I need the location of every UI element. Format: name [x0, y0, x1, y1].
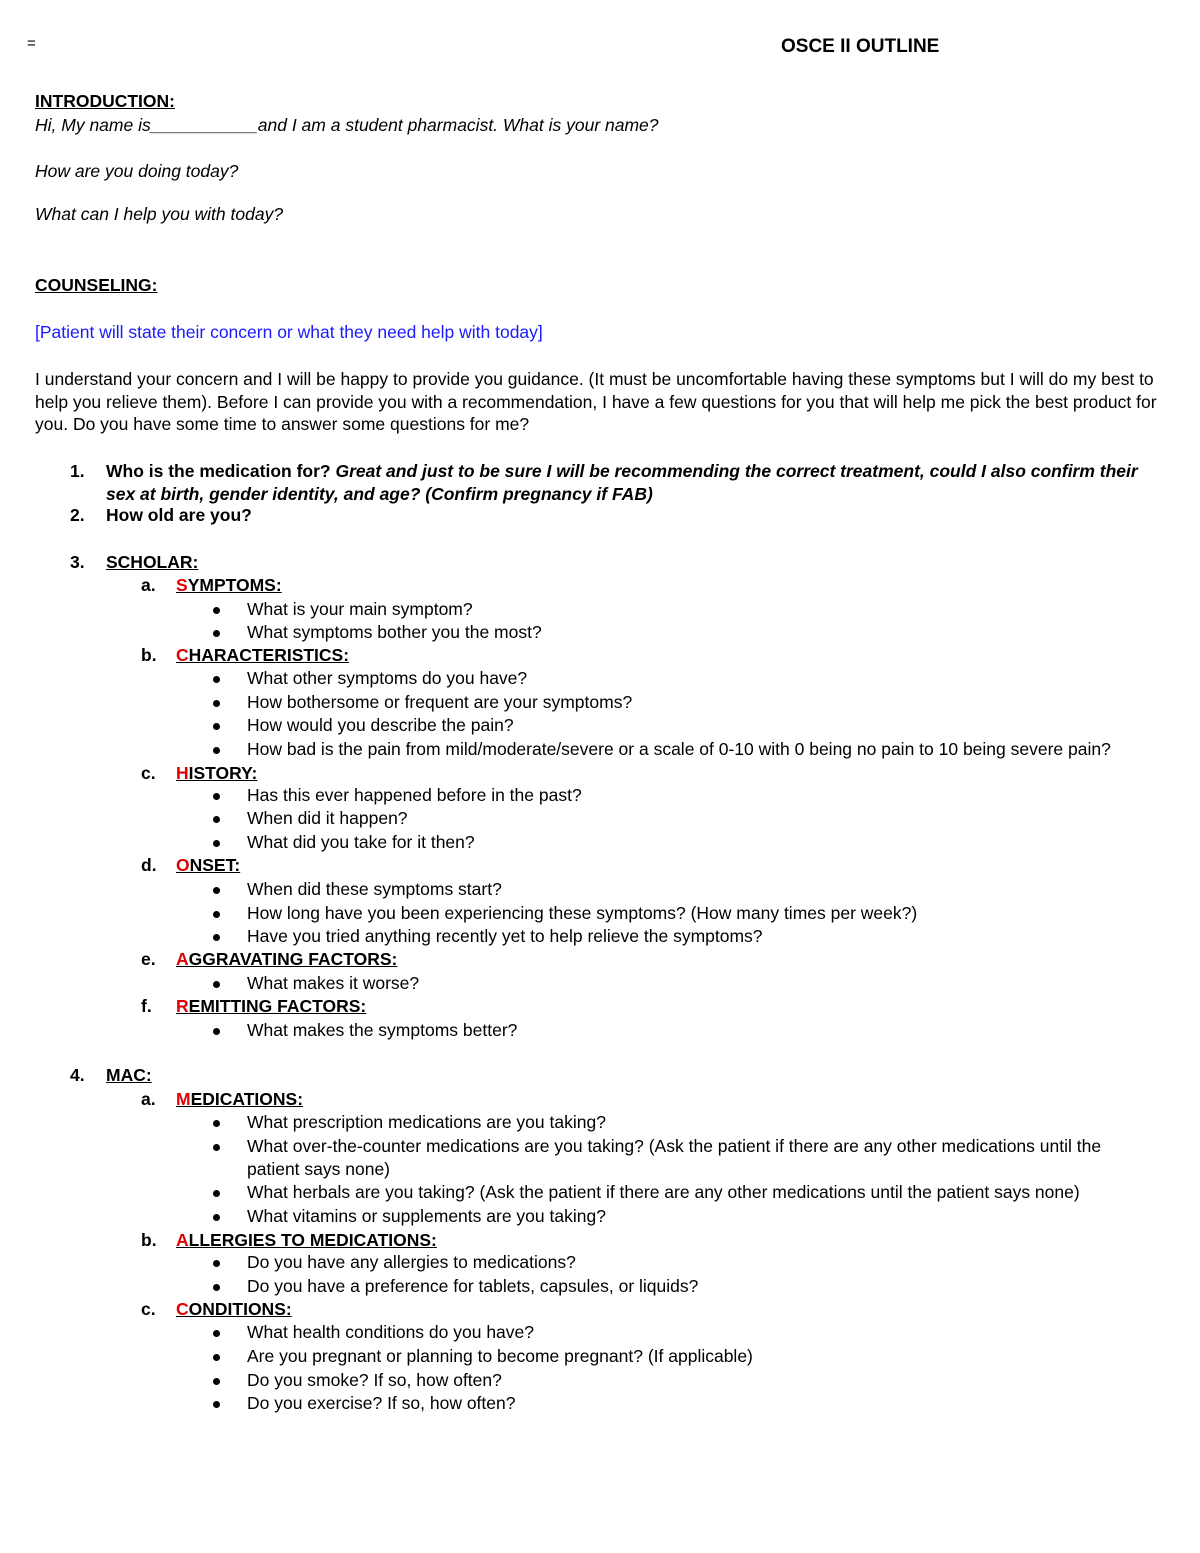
section-heading: [176, 574, 282, 597]
bullet-dot: [213, 1190, 220, 1197]
section-initial: S: [176, 575, 188, 595]
mac-heading: MAC:: [106, 1065, 152, 1085]
question-item: When did it happen?: [247, 808, 408, 828]
section-initial: M: [176, 1089, 191, 1109]
bullet-dot: [213, 1378, 220, 1385]
bullet-dot: [213, 1354, 220, 1361]
question-item: How bad is the pain from mild/moderate/severe or a scale of 0-10 with 0 being no pain to 10 being severe pain?: [247, 739, 1111, 759]
question-item: How would you describe the pain?: [247, 715, 514, 735]
section-letter: b.: [141, 645, 157, 665]
question-item: Are you pregnant or planning to become pregnant? (If applicable): [247, 1346, 753, 1366]
section-heading: [176, 1088, 303, 1111]
intro-line-doing: How are you doing today?: [35, 161, 239, 181]
section-heading: [176, 1229, 437, 1252]
section-letter: a.: [141, 1089, 156, 1109]
corner-mark: =: [27, 35, 36, 52]
bullet-dot: [213, 607, 220, 614]
question-item: When did these symptoms start?: [247, 879, 502, 899]
mac-number: 4.: [70, 1065, 85, 1085]
section-initial: C: [176, 645, 189, 665]
bullet-dot: [213, 1028, 220, 1035]
section-heading-rest: EDICATIONS:: [190, 1089, 304, 1109]
question-item: patient says none): [247, 1159, 391, 1179]
intro-line-help: What can I help you with today?: [35, 204, 284, 224]
bullet-dot: [213, 816, 220, 823]
question-item: What prescription medications are you taking?: [247, 1112, 606, 1132]
section-letter: a.: [141, 575, 156, 595]
question-item: Do you have any allergies to medications?: [247, 1252, 576, 1272]
question-item: What health conditions do you have?: [247, 1322, 534, 1342]
question-item: Do you have a preference for tablets, capsules, or liquids?: [247, 1276, 699, 1296]
section-heading: [176, 948, 397, 971]
section-heading-rest: EMITTING FACTORS:: [188, 996, 367, 1016]
question-2-number: 2.: [70, 505, 85, 525]
section-letter: e.: [141, 949, 156, 969]
section-initial: H: [176, 763, 189, 783]
bullet-dot: [213, 840, 220, 847]
question-item: Have you tried anything recently yet to help relieve the symptoms?: [247, 926, 763, 946]
section-heading-rest: HARACTERISTICS:: [188, 645, 350, 665]
bullet-dot: [213, 911, 220, 918]
question-item: What herbals are you taking? (Ask the patient if there are any other medications until the patient says none): [247, 1182, 1080, 1202]
counseling-paragraph: I understand your concern and I will be happy to provide you guidance. (It must be uncomfortable having these symptoms but I will do my best to help you relieve them). Before I can provide you with a recommendation, I have a few questions for you that will help me pick the best product for you. Do you have some time to answer some questions for me?: [35, 369, 1157, 434]
bullet-dot: [213, 934, 220, 941]
question-item: What is your main symptom?: [247, 599, 473, 619]
section-initial: O: [176, 855, 190, 875]
section-letter: d.: [141, 855, 157, 875]
question-item: Do you exercise? If so, how often?: [247, 1393, 516, 1413]
scholar-number: 3.: [70, 552, 85, 572]
section-heading-rest: NSET:: [189, 855, 241, 875]
patient-note: [Patient will state their concern or what they need help with today]: [35, 322, 543, 342]
question-item: Do you smoke? If so, how often?: [247, 1370, 502, 1390]
question-item: What symptoms bother you the most?: [247, 622, 542, 642]
bullet-dot: [213, 793, 220, 800]
counseling-heading: COUNSELING:: [35, 275, 158, 295]
question-1-number: 1.: [70, 461, 85, 481]
introduction-heading: INTRODUCTION:: [35, 91, 175, 111]
section-letter: c.: [141, 1299, 156, 1319]
bullet-dot: [213, 1330, 220, 1337]
section-heading-rest: ONDITIONS:: [188, 1299, 292, 1319]
question-1: [106, 460, 1171, 505]
bullet-dot: [213, 1401, 220, 1408]
section-heading: [176, 644, 349, 667]
question-item: How long have you been experiencing these symptoms? (How many times per week?): [247, 903, 918, 923]
section-initial: R: [176, 996, 189, 1016]
question-item: What other symptoms do you have?: [247, 668, 528, 688]
bullet-dot: [213, 1214, 220, 1221]
bullet-dot: [213, 676, 220, 683]
section-heading-rest: ISTORY:: [188, 763, 258, 783]
question-2: How old are you?: [106, 505, 252, 525]
section-heading: [176, 995, 366, 1018]
section-letter: f.: [141, 996, 152, 1016]
question-item: What over-the-counter medications are you taking? (Ask the patient if there are any other medications until the: [247, 1136, 1102, 1156]
bullet-dot: [213, 747, 220, 754]
bullet-dot: [213, 1144, 220, 1151]
bullet-dot: [213, 1284, 220, 1291]
bullet-dot: [213, 1120, 220, 1127]
question-item: What makes the symptoms better?: [247, 1020, 518, 1040]
question-1-main: Who is the medication for?: [106, 461, 331, 481]
section-letter: b.: [141, 1230, 157, 1250]
section-letter: c.: [141, 763, 156, 783]
section-heading: [176, 854, 240, 877]
intro-line-name: Hi, My name is___________and I am a student pharmacist. What is your name?: [35, 115, 659, 135]
section-heading-rest: GGRAVATING FACTORS:: [188, 949, 398, 969]
question-item: Has this ever happened before in the past?: [247, 785, 582, 805]
bullet-dot: [213, 981, 220, 988]
section-initial: A: [176, 949, 189, 969]
question-item: How bothersome or frequent are your symptoms?: [247, 692, 633, 712]
section-heading: [176, 762, 257, 785]
section-heading: [176, 1298, 292, 1321]
section-heading-rest: YMPTOMS:: [187, 575, 282, 595]
question-item: What vitamins or supplements are you taking?: [247, 1206, 606, 1226]
scholar-heading: SCHOLAR:: [106, 552, 199, 572]
bullet-dot: [213, 723, 220, 730]
question-item: What did you take for it then?: [247, 832, 475, 852]
section-heading-rest: LLERGIES TO MEDICATIONS:: [188, 1230, 437, 1250]
question-item: What makes it worse?: [247, 973, 420, 993]
bullet-dot: [213, 700, 220, 707]
question-1-followup: Great and just to be sure I will be recommending the correct treatment, could I also confirm their sex at birth, gender identity, and age? (Confirm pregnancy if FAB): [106, 461, 1138, 504]
section-initial: C: [176, 1299, 189, 1319]
bullet-dot: [213, 630, 220, 637]
page-title: OSCE II OUTLINE: [781, 36, 940, 57]
bullet-dot: [213, 887, 220, 894]
bullet-dot: [213, 1260, 220, 1267]
section-initial: A: [176, 1230, 189, 1250]
